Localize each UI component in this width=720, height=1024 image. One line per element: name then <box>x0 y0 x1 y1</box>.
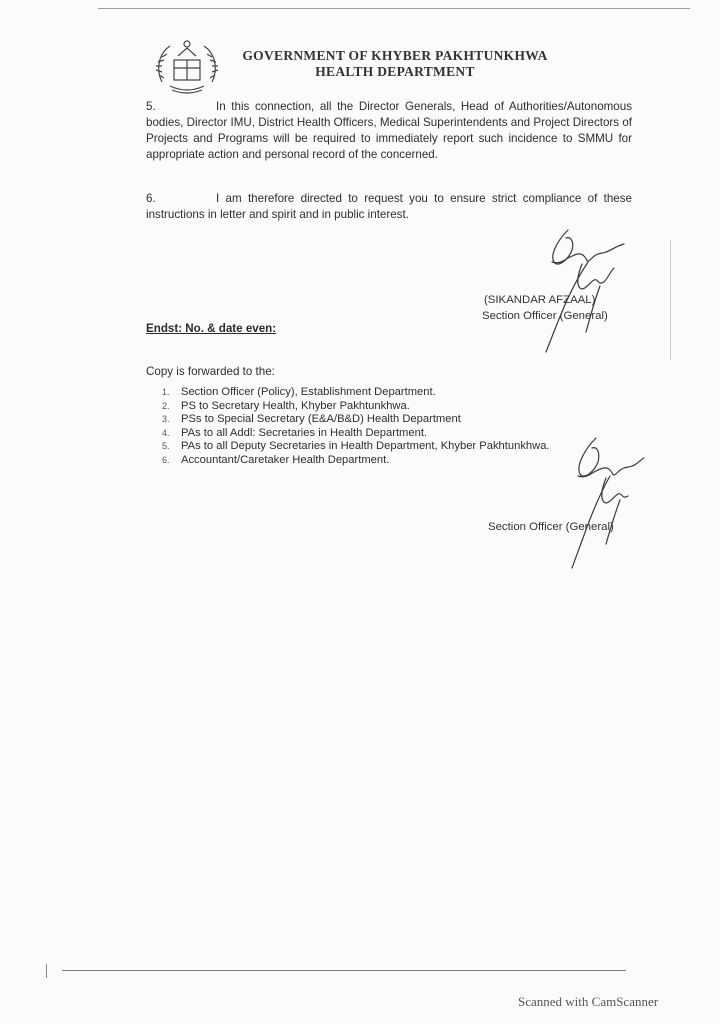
letterhead <box>230 48 560 80</box>
list-item <box>162 427 550 441</box>
list-item <box>162 454 550 468</box>
paragraph-5 <box>146 99 632 163</box>
list-item <box>162 386 550 400</box>
paragraph-number: 6. <box>146 192 156 205</box>
list-text: Accountant/Caretaker Health Department. <box>181 453 390 466</box>
list-index: 5. <box>162 441 170 452</box>
list-text: PS to Secretary Health, Khyber Pakhtunkhwa. <box>181 399 410 412</box>
page-crease-line <box>670 240 671 360</box>
government-emblem-icon <box>152 34 222 104</box>
handwritten-signature-2 <box>540 432 650 574</box>
list-index: 3. <box>162 414 170 425</box>
bottom-page-rule <box>62 970 626 971</box>
paragraph-text: In this connection, all the Director Generals, Head of Authorities/Autonomous bodies, Director IMU, District Health Officers, Medical Superintendents and Project Directors of Projects and Programs will be required to immediately report such incidence to SMMU for appropriate action and personal record of the concerned. <box>146 100 632 161</box>
list-item <box>162 400 550 414</box>
second-signatory-title: Section Officer (General) <box>488 521 614 533</box>
list-index: 6. <box>162 454 170 465</box>
list-item <box>162 413 550 427</box>
letterhead-department: HEALTH DEPARTMENT <box>315 64 475 79</box>
list-text: Section Officer (Policy), Establishment Department. <box>181 386 436 398</box>
list-text: PSs to Special Secretary (E&A/B&D) Health Department <box>181 413 461 426</box>
list-index: 4. <box>162 427 170 438</box>
list-text: PAs to all Deputy Secretaries in Health Department, Khyber Pakhtunkhwa. <box>181 440 550 453</box>
handwritten-signature-1 <box>528 222 638 362</box>
paragraph-text: I am therefore directed to request you to ensure strict compliance of these instructions in letter and spirit and in public interest. <box>146 192 632 221</box>
bottom-margin-tick <box>46 964 47 978</box>
list-text: PAs to all Addl: Secretaries in Health Department. <box>181 426 428 439</box>
paragraph-6 <box>146 191 632 223</box>
list-item <box>162 440 550 454</box>
endorsement-heading: Endst: No. & date even: <box>146 322 277 335</box>
paragraph-number: 5. <box>146 100 156 113</box>
top-page-rule <box>98 8 690 9</box>
scanner-watermark: Scanned with CamScanner <box>518 994 659 1009</box>
copy-distribution-list <box>162 386 550 468</box>
copy-intro: Copy is forwarded to the: <box>146 365 275 378</box>
signatory-title: Section Officer (General) <box>482 310 608 322</box>
list-index: 1. <box>162 387 170 397</box>
list-index: 2. <box>162 400 170 411</box>
letterhead-government: GOVERNMENT OF KHYBER PAKHTUNKHWA <box>242 48 548 63</box>
signatory-name: (SIKANDAR AFZAAL) <box>484 294 596 306</box>
